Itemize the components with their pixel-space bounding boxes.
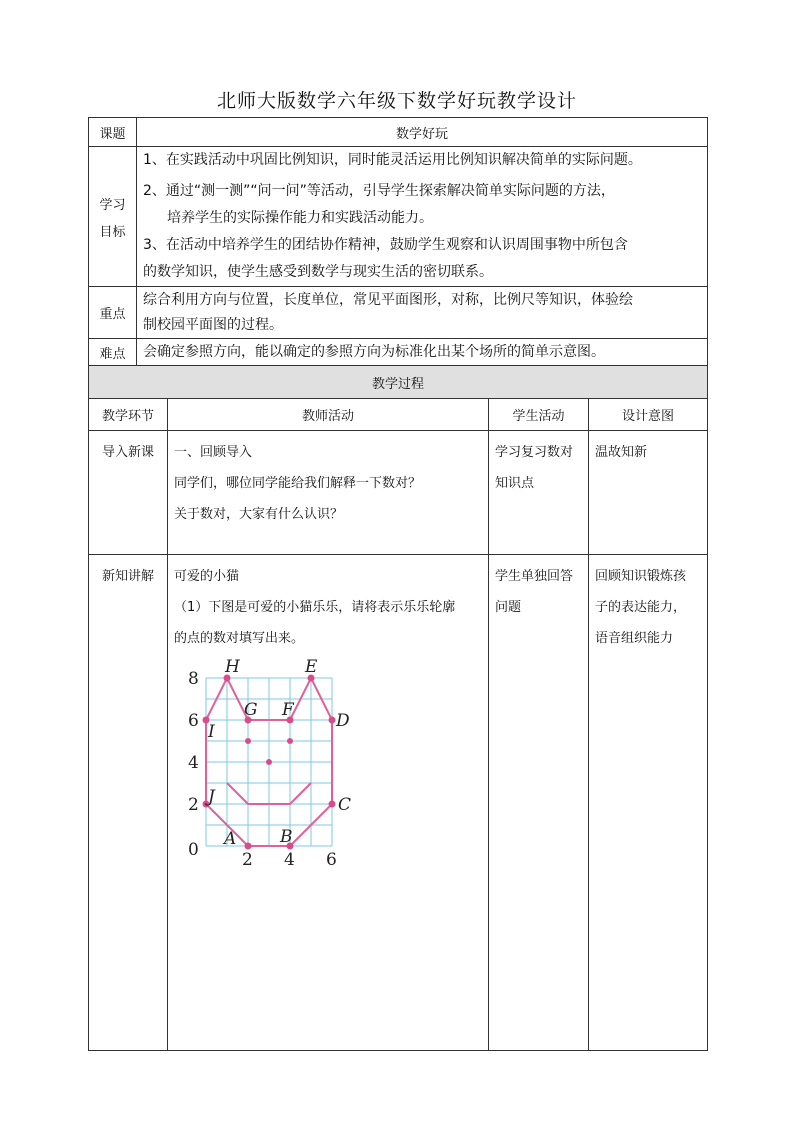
x-tick-label: 2 xyxy=(242,850,253,870)
student-line: 学生单独回答 xyxy=(495,569,574,584)
teacher-line: 同学们，哪位同学能给我们解释一下数对？ xyxy=(174,476,422,491)
goals-label-line: 学习 xyxy=(99,197,126,213)
difficulty-label: 难点 xyxy=(89,339,137,366)
teacher-cell xyxy=(168,555,489,1051)
face-dot xyxy=(245,738,251,744)
goals-content xyxy=(137,147,708,287)
point-C-marker xyxy=(329,801,336,808)
key-label: 重点 xyxy=(89,287,137,339)
point-A-marker xyxy=(245,843,252,850)
y-tick-label: 8 xyxy=(188,669,199,689)
teacher-line: 关于数对，大家有什么认识？ xyxy=(174,507,344,522)
topic-label: 课题 xyxy=(89,118,137,147)
column-header: 设计意图 xyxy=(589,399,708,431)
student-line: 问题 xyxy=(495,600,522,615)
stage-cell: 新知讲解 xyxy=(89,555,168,1051)
point-label: B xyxy=(280,827,293,847)
x-tick-label: 6 xyxy=(326,850,337,870)
point-label: D xyxy=(336,711,350,731)
point-label: F xyxy=(282,700,294,720)
difficulty-value: 会确定参照方向，能以确定的参照方向为标准化出某个场所的简单示意图。 xyxy=(137,339,708,366)
intent-line: 子的表达能力， xyxy=(595,600,687,615)
teacher-line: 可爱的小猫 xyxy=(174,569,240,584)
stage-cell: 导入新课 xyxy=(89,431,168,555)
column-header: 教师活动 xyxy=(168,399,489,431)
student-cell xyxy=(489,555,589,1051)
point-D-marker xyxy=(329,717,336,724)
goal-line: 的数学知识，使学生感受到数学与现实生活的密切联系。 xyxy=(143,264,493,280)
point-label: G xyxy=(244,700,258,720)
intent-cell xyxy=(589,431,708,555)
process-table xyxy=(88,365,708,1051)
point-label: I xyxy=(208,722,215,742)
info-table xyxy=(88,117,708,366)
point-label: A xyxy=(224,829,237,849)
intent-line: 温故知新 xyxy=(595,445,648,460)
process-section-title: 教学过程 xyxy=(89,366,708,399)
student-cell xyxy=(489,431,589,555)
cat-coordinate-chart xyxy=(174,658,364,878)
y-tick-label: 2 xyxy=(188,795,199,815)
teacher-line: （1）下图是可爱的小猫乐乐，请将表示乐乐轮廓 xyxy=(174,600,456,615)
key-line: 综合利用方向与位置，长度单位，常见平面图形，对称，比例尺等知识，体验绘 xyxy=(143,291,633,308)
point-label: E xyxy=(305,658,318,677)
y-tick-label: 6 xyxy=(188,711,199,731)
goals-label-line: 目标 xyxy=(99,224,126,240)
face-dot xyxy=(287,738,293,744)
goal-line: 2、通过“测一测”“问一问”等活动，引导学生探索解决简单实际问题的方法， xyxy=(143,183,615,199)
teacher-line: 的点的数对填写出来。 xyxy=(174,631,305,646)
topic-value: 数学好玩 xyxy=(137,118,708,147)
point-label: C xyxy=(338,795,352,815)
key-line: 制校园平面图的过程。 xyxy=(143,316,283,333)
face-dot xyxy=(266,759,272,765)
column-header: 教学环节 xyxy=(89,399,168,431)
goals-label xyxy=(89,147,137,287)
column-header: 学生活动 xyxy=(489,399,589,431)
student-line: 学习复习数对 xyxy=(495,445,574,460)
intent-line: 回顾知识锻炼孩 xyxy=(595,569,687,584)
table-row xyxy=(89,555,708,1051)
goal-line: 1、在实践活动中巩固比例知识，同时能灵活运用比例知识解决简单的实际问题。 xyxy=(143,152,642,168)
goal-line: 培养学生的实际操作能力和实践活动能力。 xyxy=(167,210,433,226)
intent-line: 语音组织能力 xyxy=(595,631,674,646)
key-content xyxy=(137,287,708,339)
teacher-cell xyxy=(168,431,489,555)
intent-cell xyxy=(589,555,708,1051)
teacher-line: 一、回顾导入 xyxy=(174,445,253,460)
student-line: 知识点 xyxy=(495,476,535,491)
x-tick-label: 4 xyxy=(284,850,295,870)
table-row xyxy=(89,431,708,555)
x-tick-label: 0 xyxy=(188,840,199,860)
goal-line: 3、在活动中培养学生的团结协作精神，鼓励学生观察和认识周围事物中所包含 xyxy=(143,237,628,253)
point-label: J xyxy=(208,787,215,807)
document-title: 北师大版数学六年级下数学好玩教学设计 xyxy=(216,90,577,112)
y-tick-label: 4 xyxy=(188,753,199,773)
point-label: H xyxy=(225,658,240,677)
